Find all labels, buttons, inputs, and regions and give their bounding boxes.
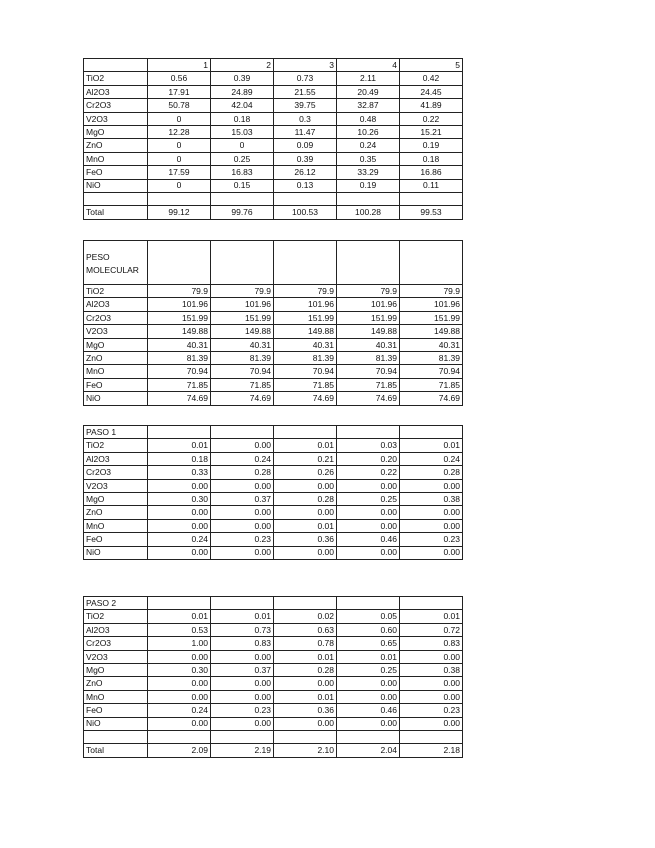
table-cell: 81.39 bbox=[148, 351, 211, 364]
table-cell: 0.00 bbox=[400, 506, 463, 519]
table-cell: 149.88 bbox=[211, 325, 274, 338]
table-cell: 41.89 bbox=[400, 99, 463, 112]
header-cell: 5 bbox=[400, 59, 463, 72]
table-row bbox=[84, 506, 463, 519]
table-cell: 0.01 bbox=[148, 610, 211, 623]
table-cell: 0.00 bbox=[274, 479, 337, 492]
table-cell: 24.89 bbox=[211, 85, 274, 98]
total-value: 2.10 bbox=[274, 744, 337, 757]
row-label: Cr2O3 bbox=[84, 637, 148, 650]
table-row bbox=[84, 125, 463, 138]
table-cell: 0 bbox=[148, 112, 211, 125]
table-row bbox=[84, 338, 463, 351]
table-cell: 0.00 bbox=[400, 479, 463, 492]
table-cell: 39.75 bbox=[274, 99, 337, 112]
table-cell: 1.00 bbox=[148, 637, 211, 650]
table-cell: 74.69 bbox=[400, 392, 463, 405]
table-cell: 0.78 bbox=[274, 637, 337, 650]
table-row bbox=[84, 452, 463, 465]
table-cell: 70.94 bbox=[337, 365, 400, 378]
total-value: 100.53 bbox=[274, 206, 337, 219]
table-cell: 0.09 bbox=[274, 139, 337, 152]
table-cell: 0.00 bbox=[400, 677, 463, 690]
table-row bbox=[84, 298, 463, 311]
table-cell: 149.88 bbox=[337, 325, 400, 338]
table-cell: 0.23 bbox=[211, 704, 274, 717]
row-label: MgO bbox=[84, 492, 148, 505]
table-cell: 0.26 bbox=[274, 466, 337, 479]
table-cell: 151.99 bbox=[148, 311, 211, 324]
total-value: 99.53 bbox=[400, 206, 463, 219]
paso-1-table bbox=[83, 425, 463, 560]
table-cell: 0.01 bbox=[211, 610, 274, 623]
table-cell: 50.78 bbox=[148, 99, 211, 112]
row-label: V2O3 bbox=[84, 112, 148, 125]
table-cell: 11.47 bbox=[274, 125, 337, 138]
table-row bbox=[84, 139, 463, 152]
table-cell: 0.24 bbox=[211, 452, 274, 465]
table-cell: 0.23 bbox=[211, 533, 274, 546]
table-cell: 40.31 bbox=[337, 338, 400, 351]
table-cell: 71.85 bbox=[274, 378, 337, 391]
table-cell: 0.23 bbox=[400, 533, 463, 546]
table-cell: 0.01 bbox=[274, 519, 337, 532]
table-cell: 40.31 bbox=[274, 338, 337, 351]
table-row bbox=[84, 72, 463, 85]
table-row bbox=[84, 378, 463, 391]
table-cell: 0.00 bbox=[274, 717, 337, 730]
table-cell: 0.72 bbox=[400, 623, 463, 636]
total-value: 2.04 bbox=[337, 744, 400, 757]
table-cell: 40.31 bbox=[400, 338, 463, 351]
table-title: PASO 2 bbox=[84, 597, 148, 610]
table-cell: 0.35 bbox=[337, 152, 400, 165]
table-cell: 0.00 bbox=[148, 677, 211, 690]
header-cell: 1 bbox=[148, 59, 211, 72]
table-cell: 81.39 bbox=[274, 351, 337, 364]
table-cell: 0.25 bbox=[337, 492, 400, 505]
table-cell: 0.13 bbox=[274, 179, 337, 192]
table-cell: 0.19 bbox=[400, 139, 463, 152]
table-cell: 0.00 bbox=[337, 506, 400, 519]
table-cell: 0.01 bbox=[148, 439, 211, 452]
row-label: Al2O3 bbox=[84, 85, 148, 98]
table-cell: 15.03 bbox=[211, 125, 274, 138]
table-cell: 15.21 bbox=[400, 125, 463, 138]
row-label: NiO bbox=[84, 717, 148, 730]
table-cell: 0.01 bbox=[274, 439, 337, 452]
table-cell: 0.46 bbox=[337, 533, 400, 546]
table-row bbox=[84, 650, 463, 663]
row-label: FeO bbox=[84, 533, 148, 546]
table-row bbox=[84, 392, 463, 405]
table-cell: 0.63 bbox=[274, 623, 337, 636]
table-row bbox=[84, 351, 463, 364]
table-row bbox=[84, 519, 463, 532]
table-cell: 0.24 bbox=[148, 533, 211, 546]
table-cell: 81.39 bbox=[211, 351, 274, 364]
table-cell: 0.03 bbox=[337, 439, 400, 452]
table-cell: 0.48 bbox=[337, 112, 400, 125]
table-cell: 0 bbox=[148, 139, 211, 152]
table-cell: 0.00 bbox=[337, 519, 400, 532]
table-cell: 0 bbox=[148, 152, 211, 165]
table-cell: 0.53 bbox=[148, 623, 211, 636]
table-cell: 70.94 bbox=[400, 365, 463, 378]
table-cell: 0.24 bbox=[337, 139, 400, 152]
row-label: FeO bbox=[84, 166, 148, 179]
table-cell: 0.38 bbox=[400, 492, 463, 505]
table-cell: 0.30 bbox=[148, 663, 211, 676]
row-label: FeO bbox=[84, 704, 148, 717]
table-cell: 101.96 bbox=[211, 298, 274, 311]
table-cell: 0.37 bbox=[211, 663, 274, 676]
table-cell: 0 bbox=[148, 179, 211, 192]
row-label: NiO bbox=[84, 179, 148, 192]
table-cell: 0.00 bbox=[148, 690, 211, 703]
table-cell: 71.85 bbox=[400, 378, 463, 391]
table-row bbox=[84, 690, 463, 703]
row-label: FeO bbox=[84, 378, 148, 391]
table-cell: 79.9 bbox=[400, 285, 463, 298]
row-label: Cr2O3 bbox=[84, 311, 148, 324]
table-cell: 0.00 bbox=[148, 506, 211, 519]
table-cell: 0.00 bbox=[211, 650, 274, 663]
table-row bbox=[84, 492, 463, 505]
table-cell: 0.00 bbox=[274, 506, 337, 519]
table-cell: 0.28 bbox=[400, 466, 463, 479]
table-cell: 0.00 bbox=[274, 677, 337, 690]
header-cell: 2 bbox=[211, 59, 274, 72]
table-cell: 70.94 bbox=[148, 365, 211, 378]
table-cell: 0.83 bbox=[400, 637, 463, 650]
table-cell: 0.24 bbox=[148, 704, 211, 717]
table-cell: 0.3 bbox=[274, 112, 337, 125]
table-cell: 79.9 bbox=[337, 285, 400, 298]
molecular-weight-table bbox=[83, 240, 463, 406]
blank-row bbox=[84, 192, 463, 205]
table-cell: 79.9 bbox=[211, 285, 274, 298]
table-cell: 33.29 bbox=[337, 166, 400, 179]
table-cell: 74.69 bbox=[148, 392, 211, 405]
table-cell: 0.01 bbox=[400, 439, 463, 452]
table-cell: 0.01 bbox=[400, 610, 463, 623]
table-cell: 0.00 bbox=[337, 546, 400, 559]
total-label: Total bbox=[84, 206, 148, 219]
table-row bbox=[84, 677, 463, 690]
row-label: MgO bbox=[84, 338, 148, 351]
table-cell: 17.59 bbox=[148, 166, 211, 179]
table-cell: 2.11 bbox=[337, 72, 400, 85]
row-label: V2O3 bbox=[84, 479, 148, 492]
table-cell: 0.00 bbox=[337, 717, 400, 730]
table-cell: 0.73 bbox=[211, 623, 274, 636]
table-cell: 0.60 bbox=[337, 623, 400, 636]
row-label: MgO bbox=[84, 125, 148, 138]
table-row bbox=[84, 99, 463, 112]
table-cell: 0.25 bbox=[211, 152, 274, 165]
table-row bbox=[84, 365, 463, 378]
table-cell: 0 bbox=[211, 139, 274, 152]
table-cell: 0.00 bbox=[400, 546, 463, 559]
table-cell: 0.00 bbox=[337, 690, 400, 703]
table-cell: 0.23 bbox=[400, 704, 463, 717]
table-cell: 79.9 bbox=[274, 285, 337, 298]
table-row bbox=[84, 152, 463, 165]
table-cell: 0.01 bbox=[274, 650, 337, 663]
row-label: V2O3 bbox=[84, 650, 148, 663]
table-cell: 0.00 bbox=[211, 479, 274, 492]
table-cell: 0.65 bbox=[337, 637, 400, 650]
table-cell: 151.99 bbox=[211, 311, 274, 324]
title-row bbox=[84, 426, 463, 439]
table-cell: 0.00 bbox=[400, 690, 463, 703]
table-cell: 79.9 bbox=[148, 285, 211, 298]
table-cell: 21.55 bbox=[274, 85, 337, 98]
table-cell: 0.15 bbox=[211, 179, 274, 192]
table-cell: 81.39 bbox=[400, 351, 463, 364]
table-cell: 0.00 bbox=[148, 519, 211, 532]
table-cell: 17.91 bbox=[148, 85, 211, 98]
total-value: 100.28 bbox=[337, 206, 400, 219]
table-cell: 151.99 bbox=[274, 311, 337, 324]
row-label: TiO2 bbox=[84, 72, 148, 85]
table-cell: 0.00 bbox=[148, 650, 211, 663]
table-cell: 0.46 bbox=[337, 704, 400, 717]
table-cell: 101.96 bbox=[337, 298, 400, 311]
table-cell: 0.28 bbox=[274, 663, 337, 676]
table-cell: 70.94 bbox=[274, 365, 337, 378]
table-cell: 74.69 bbox=[337, 392, 400, 405]
table-cell: 0.22 bbox=[400, 112, 463, 125]
table-cell: 0.00 bbox=[148, 717, 211, 730]
row-label: ZnO bbox=[84, 351, 148, 364]
total-row bbox=[84, 744, 463, 757]
table-row bbox=[84, 85, 463, 98]
table-cell: 101.96 bbox=[274, 298, 337, 311]
table-cell: 32.87 bbox=[337, 99, 400, 112]
table-cell: 0.39 bbox=[274, 152, 337, 165]
title-row bbox=[84, 597, 463, 610]
table-cell: 151.99 bbox=[337, 311, 400, 324]
table-cell: 24.45 bbox=[400, 85, 463, 98]
table-cell: 0.38 bbox=[400, 663, 463, 676]
table-cell: 0.11 bbox=[400, 179, 463, 192]
row-label: MnO bbox=[84, 690, 148, 703]
header-row bbox=[84, 59, 463, 72]
table-cell: 12.28 bbox=[148, 125, 211, 138]
table-row bbox=[84, 546, 463, 559]
table-cell: 0.01 bbox=[274, 690, 337, 703]
row-label: MgO bbox=[84, 663, 148, 676]
table-cell: 0.18 bbox=[211, 112, 274, 125]
table-cell: 0.36 bbox=[274, 533, 337, 546]
row-label: MnO bbox=[84, 152, 148, 165]
table-cell: 16.86 bbox=[400, 166, 463, 179]
table-cell: 74.69 bbox=[211, 392, 274, 405]
table-row bbox=[84, 466, 463, 479]
table-cell: 0.00 bbox=[400, 650, 463, 663]
table-title: PASO 1 bbox=[84, 426, 148, 439]
row-label: ZnO bbox=[84, 506, 148, 519]
table-cell: 0.00 bbox=[148, 546, 211, 559]
table-row bbox=[84, 166, 463, 179]
table-cell: 0.28 bbox=[211, 466, 274, 479]
table-cell: 0.83 bbox=[211, 637, 274, 650]
total-value: 2.19 bbox=[211, 744, 274, 757]
table-cell: 0.21 bbox=[274, 452, 337, 465]
row-label: Cr2O3 bbox=[84, 99, 148, 112]
row-label: Al2O3 bbox=[84, 298, 148, 311]
table-cell: 0.00 bbox=[211, 546, 274, 559]
table-row bbox=[84, 311, 463, 324]
title-row bbox=[84, 241, 463, 285]
table-cell: 0.00 bbox=[400, 519, 463, 532]
table-row bbox=[84, 704, 463, 717]
table-title: PESO MOLECULAR bbox=[84, 241, 148, 285]
table-cell: 0.00 bbox=[337, 479, 400, 492]
table-row bbox=[84, 112, 463, 125]
table-cell: 0.28 bbox=[274, 492, 337, 505]
table-cell: 0.22 bbox=[337, 466, 400, 479]
table-row bbox=[84, 717, 463, 730]
table-row bbox=[84, 179, 463, 192]
table-cell: 71.85 bbox=[337, 378, 400, 391]
table-cell: 0.00 bbox=[211, 677, 274, 690]
table-cell: 0.42 bbox=[400, 72, 463, 85]
row-label: ZnO bbox=[84, 139, 148, 152]
table-row bbox=[84, 439, 463, 452]
table-cell: 0.00 bbox=[211, 506, 274, 519]
table-row bbox=[84, 663, 463, 676]
paso-2-table bbox=[83, 596, 463, 758]
table-cell: 26.12 bbox=[274, 166, 337, 179]
table-row bbox=[84, 637, 463, 650]
table-row bbox=[84, 285, 463, 298]
table-cell: 70.94 bbox=[211, 365, 274, 378]
oxide-composition-table bbox=[83, 58, 463, 220]
table-row bbox=[84, 610, 463, 623]
table-cell: 0.01 bbox=[337, 650, 400, 663]
total-value: 99.12 bbox=[148, 206, 211, 219]
row-label: Cr2O3 bbox=[84, 466, 148, 479]
table-cell: 149.88 bbox=[274, 325, 337, 338]
blank-row bbox=[84, 730, 463, 743]
row-label: V2O3 bbox=[84, 325, 148, 338]
header-cell bbox=[84, 59, 148, 72]
table-cell: 0.00 bbox=[211, 439, 274, 452]
total-row bbox=[84, 206, 463, 219]
table-cell: 20.49 bbox=[337, 85, 400, 98]
table-cell: 40.31 bbox=[211, 338, 274, 351]
table-cell: 0.36 bbox=[274, 704, 337, 717]
table-cell: 0.19 bbox=[337, 179, 400, 192]
row-label: TiO2 bbox=[84, 610, 148, 623]
table-cell: 0.00 bbox=[400, 717, 463, 730]
row-label: TiO2 bbox=[84, 285, 148, 298]
table-cell: 0.56 bbox=[148, 72, 211, 85]
table-cell: 81.39 bbox=[337, 351, 400, 364]
total-value: 2.09 bbox=[148, 744, 211, 757]
table-row bbox=[84, 533, 463, 546]
table-cell: 0.00 bbox=[337, 677, 400, 690]
total-label: Total bbox=[84, 744, 148, 757]
header-cell: 4 bbox=[337, 59, 400, 72]
total-value: 2.18 bbox=[400, 744, 463, 757]
table-row bbox=[84, 325, 463, 338]
table-cell: 0.30 bbox=[148, 492, 211, 505]
table-cell: 101.96 bbox=[400, 298, 463, 311]
table-cell: 10.26 bbox=[337, 125, 400, 138]
table-cell: 0.24 bbox=[400, 452, 463, 465]
row-label: TiO2 bbox=[84, 439, 148, 452]
table-cell: 0.00 bbox=[274, 546, 337, 559]
row-label: Al2O3 bbox=[84, 623, 148, 636]
row-label: MnO bbox=[84, 365, 148, 378]
table-cell: 0.00 bbox=[211, 717, 274, 730]
table-cell: 0.18 bbox=[400, 152, 463, 165]
table-cell: 0.00 bbox=[211, 690, 274, 703]
table-cell: 0.37 bbox=[211, 492, 274, 505]
table-cell: 0.18 bbox=[148, 452, 211, 465]
table-cell: 151.99 bbox=[400, 311, 463, 324]
table-cell: 101.96 bbox=[148, 298, 211, 311]
table-row bbox=[84, 479, 463, 492]
row-label: Al2O3 bbox=[84, 452, 148, 465]
table-cell: 0.39 bbox=[211, 72, 274, 85]
table-cell: 0.00 bbox=[211, 519, 274, 532]
table-cell: 0.25 bbox=[337, 663, 400, 676]
table-row bbox=[84, 623, 463, 636]
total-value: 99.76 bbox=[211, 206, 274, 219]
row-label: ZnO bbox=[84, 677, 148, 690]
table-cell: 0.05 bbox=[337, 610, 400, 623]
table-cell: 0.73 bbox=[274, 72, 337, 85]
header-cell: 3 bbox=[274, 59, 337, 72]
table-cell: 71.85 bbox=[211, 378, 274, 391]
table-cell: 0.20 bbox=[337, 452, 400, 465]
table-cell: 0.33 bbox=[148, 466, 211, 479]
row-label: NiO bbox=[84, 392, 148, 405]
table-cell: 0.00 bbox=[148, 479, 211, 492]
row-label: MnO bbox=[84, 519, 148, 532]
table-cell: 42.04 bbox=[211, 99, 274, 112]
table-cell: 0.02 bbox=[274, 610, 337, 623]
table-cell: 149.88 bbox=[400, 325, 463, 338]
table-cell: 74.69 bbox=[274, 392, 337, 405]
table-cell: 40.31 bbox=[148, 338, 211, 351]
table-cell: 16.83 bbox=[211, 166, 274, 179]
table-cell: 71.85 bbox=[148, 378, 211, 391]
table-cell: 149.88 bbox=[148, 325, 211, 338]
row-label: NiO bbox=[84, 546, 148, 559]
